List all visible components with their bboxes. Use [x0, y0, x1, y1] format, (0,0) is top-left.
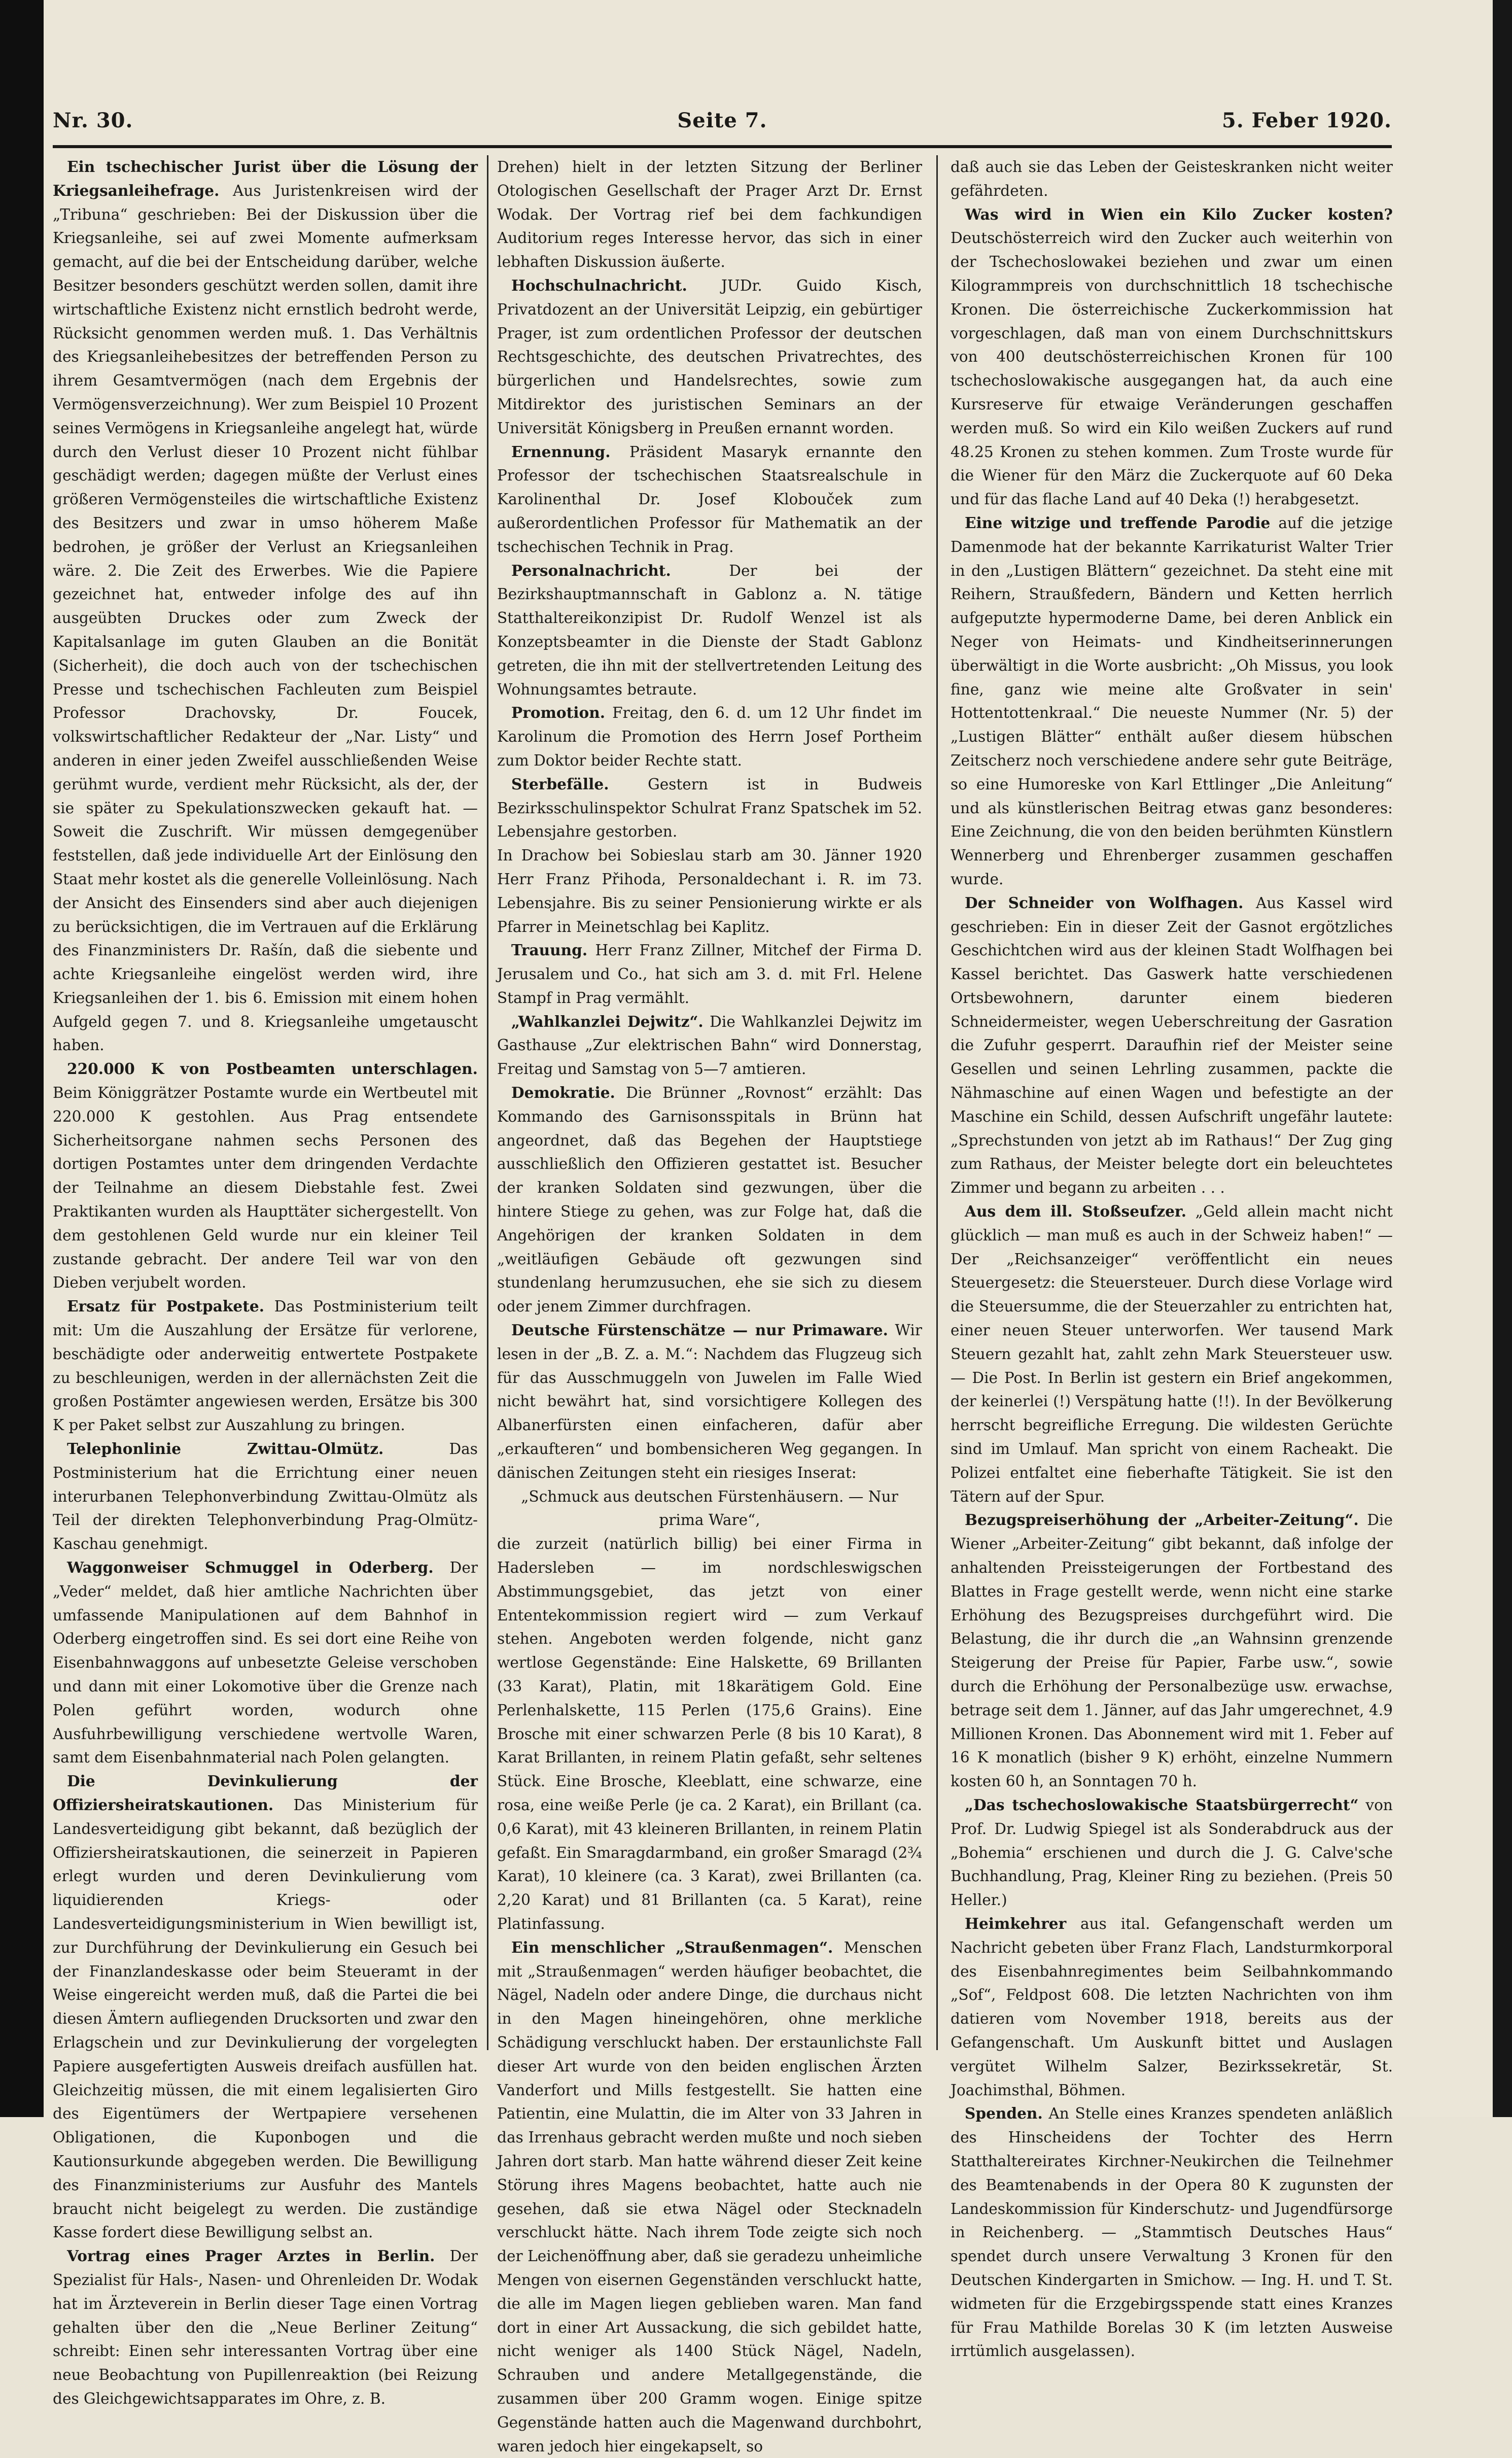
article-headline: Personalnachricht.: [511, 561, 671, 579]
article-headline: Telephonlinie Zwittau-Olmütz.: [67, 1440, 384, 1458]
article-headline: Ernennung.: [511, 442, 611, 461]
article-paragraph: [497, 1319, 922, 1485]
article-body: Das Postministerium teilt mit: Um die Auszahlung der Ersätze für verlorene, beschädigte oder anderweitig entwertete Postpakete zu beschleunigen, werden in der allernächsten Zeit die großen Postämter angewiesen werden, Ersätze bis 300 K per Paket selbst zur Auszahlung zu bringen.: [53, 1298, 478, 1434]
article-headline: Sterbefälle.: [511, 775, 609, 793]
article-paragraph: [951, 1508, 1393, 1793]
article-paragraph: [497, 155, 922, 274]
article-headline: Vortrag eines Prager Arztes in Berlin.: [67, 2247, 435, 2265]
article-paragraph: [951, 2102, 1393, 2363]
scan-edge-left: [0, 0, 44, 2117]
article-headline: Ersatz für Postpakete.: [67, 1297, 265, 1315]
article-headline: „Das tschechoslowakische Staatsbürgerrecht“: [965, 1795, 1359, 1814]
article-body: Das Postministerium hat die Errichtung einer neuen interurbanen Telephonverbindung Zwittau-Olmütz als Teil der direkten Telephonverbindung Prag-Olmütz-Kaschau genehmigt.: [53, 1440, 478, 1553]
page-header: [53, 109, 1392, 140]
article-body: „Geld allein macht nicht glücklich — man muß es auch in der Schweiz haben!“ — Der „Reichsanzeiger“ veröffentlicht ein neues Steuergesetz: die Steuersteuer. Durch diese Vorlage wird die Steuersumme, die der Steuerzahler zu entrichten hat, einer neuen Steuer unterworfen. Wer tausend Mark Steuern gezahlt hat, zahlt zehn Mark Steuersteuer usw. — Die Post. In Berlin ist gestern ein Brief angekommen, der keinerlei (!) Verspätung hatte (!!). In der Bevölkerung herrscht begreifliche Erregung. Die wildesten Gerüchte sind im Umlauf. Man spricht von einem Racheakt. Die Polizei entfaltet eine fieberhafte Tätigkeit. Sie ist den Tätern auf der Spur.: [951, 1203, 1393, 1505]
article-paragraph: [53, 1556, 478, 1770]
article-paragraph: [53, 1295, 478, 1437]
article-body: Beim Königgrätzer Postamte wurde ein Wertbeutel mit 220.000 K gestohlen. Aus Prag entsendete Sicherheitsorgane nahmen sechs Personen des dortigen Postamtes unter dem dringenden Verdachte der Teilnahme an diesem Diebstahle fest. Zwei Praktikanten wurden als Haupttäter sichergestellt. Von dem gestohlenen Geld wurde nur ein kleiner Teil zustande gebracht. Der andere Teil war von den Dieben verjubelt worden.: [53, 1084, 478, 1292]
article-body: Das Ministerium für Landesverteidigung gibt bekannt, daß bezüglich der Offiziersheiratskautionen, die seinerzeit in Papieren erlegt wurden und deren Devinkulierung vom liquidierenden Kriegs- oder Landesverteidigungsministerium in Wien bewilligt ist, zur Durchführung der Devinkulierung ein Gesuch bei der Finanzlandeskasse oder beim Steueramt in der Weise eingereicht werden muß, daß die Partei die bei diesen Ämtern aufliegenden Drucksorten und zwar den Erlagschein und zur Devinkulierung der vorgelegten Papiere ausgefertigten Ausweis dreifach ausfüllen hat. Gleichzeitig müssen, die mit einem legalisierten Giro des Eigentümers der Wertpapiere versehenen Obligationen, die Kuponbogen und die Kautionsurkunde abgegeben werden. Die Bewilligung des Finanzministeriums zur Ausfuhr des Mantels braucht nicht beigelegt zu werden. Die zuständige Kasse fordert diese Bewilligung selbst an.: [53, 1796, 478, 2241]
article-body: Die Brünner „Rovnost“ erzählt: Das Kommando des Garnisonsspitals in Brünn hat angeordnet, daß das Begehen der Hauptstiege ausschließlich den Offizieren gestattet ist. Besucher der kranken Soldaten sind gezwungen, über die hintere Stiege zu gehen, was zur Folge hat, daß die Angehörigen der kranken Soldaten in dem „weitläufigen Gebäude oft gezwungen sind stundenlang herumzusuchen, ehe sie sich zu diesem oder jenem Zimmer durchfragen.: [497, 1084, 922, 1315]
article-body: die zurzeit (natürlich billig) bei einer Firma in Hadersleben — im nordschleswigschen Abstimmungsgebiet, das jetzt von einer Ententekommission regiert wird — zum Verkauf stehen. Angeboten werden folgende, nicht ganz wertlose Gegenstände: Eine Halskette, 69 Brillanten (33 Karat), Platin, mit 18karätigem Gold. Eine Perlenhalskette, 115 Perlen (175,6 Grains). Eine Brosche mit einer schwarzen Perle (8 bis 10 Karat), 8 Karat Brillanten, in reinem Platin gefaßt, sehr seltenes Stück. Eine Brosche, Kleeblatt, eine schwarze, eine rosa, eine weiße Perle (je ca. 2 Karat), ein Brillant (ca. 0,6 Karat), mit 43 kleineren Brillanten, in reinem Platin gefaßt. Ein Smaragdarmband, ein großer Smaragd (2¾ Karat), 10 kleinere (ca. 3 Karat), zwei Brillanten (ca. 2,20 Karat) und 81 Brillanten (ca. 5 Karat), reine Platinfassung.: [497, 1535, 922, 1932]
article-paragraph: [497, 1936, 922, 2458]
article-body: JUDr. Guido Kisch, Privatdozent an der Universität Leipzig, ein gebürtiger Prager, ist zum ordentlichen Professor der deutschen Rechtsgeschichte, des deutschen Privatrechtes, des bürgerlichen und Handelsrechtes, sowie zum Mitdirektor des juristischen Seminars an der Universität Königsberg in Preußen ernannt worden.: [497, 276, 922, 437]
article-body: Der bei der Bezirkshauptmannschaft in Gablonz a. N. tätige Statthaltereikonzipist Dr. Rudolf Wenzel ist als Konzeptsbeamter in die Dienste der Stadt Gablonz getreten, die ihn mit der stellvertretenden Leitung des Wohnungsamtes betraute.: [497, 562, 922, 698]
article-paragraph: [497, 1081, 922, 1319]
article-paragraph: [497, 701, 922, 772]
article-paragraph: [951, 891, 1393, 1200]
article-body: von Prof. Dr. Ludwig Spiegel ist als Sonderabdruck aus der „Bohemia“ erschienen und durch die J. G. Calve'sche Buchhandlung, Prag, Kleiner Ring zu beziehen. (Preis 50 Heller.): [951, 1796, 1393, 1909]
article-headline: Eine witzige und treffende Parodie: [965, 513, 1271, 532]
article-paragraph: [951, 203, 1393, 511]
issue-number: Nr. 30.: [53, 109, 133, 132]
article-headline: Bezugspreiserhöhung der „Arbeiter-Zeitung“.: [965, 1511, 1359, 1529]
issue-date: 5. Feber 1920.: [1221, 109, 1392, 132]
article-paragraph: [497, 939, 922, 1010]
article-headline: Was wird in Wien ein Kilo Zucker kosten?: [965, 205, 1393, 223]
article-headline: Promotion.: [511, 704, 606, 722]
article-headline: Die Devinkulierung der Offiziersheiratskautionen.: [53, 1772, 478, 1814]
column-2: [497, 155, 922, 2455]
article-body: Drehen) hielt in der letzten Sitzung der Berliner Otologischen Gesellschaft der Prager Arzt Dr. Ernst Wodak. Der Vortrag rief bei dem fachkundigen Auditorium reges Interesse hervor, das sich in einer lebhaften Diskussion äußerte.: [497, 158, 922, 271]
article-paragraph: [951, 1912, 1393, 2102]
page-number: Seite 7.: [677, 109, 767, 132]
article-headline: Waggonweiser Schmuggel in Oderberg.: [67, 1559, 434, 1577]
article-paragraph: [497, 773, 922, 844]
article-headline: 220.000 K von Postbeamten unterschlagen.: [67, 1060, 478, 1078]
article-body: Wir lesen in der „B. Z. a. M.“: Nachdem das Flugzeug sich für das Ausschmuggeln von Juwelen im Falle Wied nicht bewährt hat, sind vorsichtigere Kollegen des Albanerfürsten einen einfacheren, dafür aber „erkaufteren“ und bombensicheren Weg gegangen. In dänischen Zeitungen steht ein riesiges Inserat:: [497, 1322, 922, 1481]
article-paragraph: [53, 155, 478, 1057]
article-body: auf die jetzige Damenmode hat der bekannte Karrikaturist Walter Trier in den „Lustigen Blättern“ gezeichnet. Da steht eine mit Reihern, Straußfedern, Bändern und Ketten herrlich aufgeputzte hypermoderne Dame, bei deren Anblick ein Neger von Heimats- und Kindheitserinnerungen überwältigt in die Worte ausbricht: „Oh Missus, you look fine, ganz wie meine alte Großvater in sein' Hottentottenkraal.“ Die neueste Nummer (Nr. 5) der „Lustigen Blätter“ enthält außer diesem hübschen Zeitscherz noch verschiedene andere sehr gute Beiträge, so eine Humoreske von Karl Ettlinger „Die Anleitung“ und als künstlerischen Beitrag etwas ganz besonderes: Eine Zeichnung, die von den beiden berühmten Künstlern Wennerberg und Ehrenberger zusammen geschaffen wurde.: [951, 514, 1393, 888]
article-body: aus ital. Gefangenschaft werden um Nachricht gebeten über Franz Flach, Landsturmkorporal des Eisenbahnregimentes beim Seilbahnkommando „Sof“, Feldpost 608. Die letzten Nachrichten von ihm datieren vom November 1918, bereits aus der Gefangenschaft. Um Auskunft bittet und Auslagen vergütet Wilhelm Salzer, Bezirkssekretär, St. Joachimsthal, Böhmen.: [951, 1915, 1393, 2099]
article-paragraph: [497, 559, 922, 702]
article-body: Freitag, den 6. d. um 12 Uhr findet im Karolinum die Promotion des Herrn Josef Portheim zum Doktor beider Rechte statt.: [497, 704, 922, 769]
article-body: Herr Franz Zillner, Mitchef der Firma D. Jerusalem und Co., hat sich am 3. d. mit Frl. Helene Stampf in Prag vermählt.: [497, 942, 922, 1007]
column-divider-1: [487, 155, 488, 2050]
article-headline: Der Schneider von Wolfhagen.: [965, 893, 1244, 912]
scan-edge-right: [1493, 0, 1512, 2117]
article-body: An Stelle eines Kranzes spendeten anläßlich des Hinscheidens der Tochter des Herrn Statthaltereirates Kirchner-Neukirchen die Teilnehmer des Beamtenabends in der Opera 80 K zugunsten der Landeskommission für Kinderschutz- und Jugendfürsorge in Reichenberg. — „Stammtisch Deutsches Haus“ spendet durch unsere Verwaltung 3 Kronen für den Deutschen Kindergarten in Smichow. — Ing. H. und T. St. widmeten für die Erzgebirgsspende statt eines Kranzes für Frau Mathilde Borelas 30 K (im letzten Ausweise irrtümlich ausgelassen).: [951, 2105, 1393, 2360]
column-divider-2: [936, 155, 938, 2050]
article-paragraph: [951, 1793, 1393, 1912]
article-headline: Ein menschlicher „Straußenmagen“.: [511, 1938, 833, 1956]
quoted-line: „Schmuck aus deutschen Fürstenhäusern. — Nur prima Ware“,: [521, 1487, 898, 1529]
article-body: Der Spezialist für Hals-, Nasen- und Ohrenleiden Dr. Wodak hat im Ärzteverein in Berlin dieser Tage einen Vortrag gehalten über den die „Neue Berliner Zeitung“ schreibt: Einen sehr interessanten Vortrag über eine neue Beobachtung von Pupillenreaktion (bei Reizung des Gleichgewichtsapparates im Ohre, z. B.: [53, 2247, 478, 2407]
article-body: Gestern ist in Budweis Bezirksschulinspektor Schulrat Franz Spatschek im 52. Lebensjahre gestorben.: [497, 775, 922, 841]
article-body: Aus Kassel wird geschrieben: Ein in dieser Zeit der Gasnot ergötzliches Geschichtchen wird aus der kleinen Stadt Wolfhagen bei Kassel berichtet. Das Gaswerk hatte verschiedenen Ortsbewohnern, darunter einem biederen Schneidermeister, wegen Ueberschreitung der Gasration die Zufuhr gesperrt. Daraufhin rief der Meister seine Gesellen und seinen Lehrling zusammen, packte die Nähmaschine auf einen Wagen und befestigte an der Maschine ein Schild, dessen Aufschrift ungefähr lautete: „Sprechstunden von jetzt ab im Rathaus!“ Der Zug ging zum Rathaus, der Meister belegte dort ein beleuchtetes Zimmer und begann zu arbeiten . . .: [951, 894, 1393, 1197]
article-body: Die Wiener „Arbeiter-Zeitung“ gibt bekannt, daß infolge der anhaltenden Preissteigerungen der Fortbestand des Blattes in Frage gestellt werde, wenn nicht eine starke Erhöhung des Bezugspreises durchgeführt wird. Die Belastung, die ihr durch die „an Wahnsinn grenzende Steigerung der Preise für Papier, Farbe usw.“, sowie durch die Erhöhung der Personalbezüge usw. erwachse, betrage seit dem 1. Jänner, auf das Jahr umgerechnet, 4.9 Millionen Kronen. Das Abonnement wird mit 1. Feber auf 16 K monatlich (bisher 9 K) erhöht, einzelne Nummern kosten 60 h, an Sonntagen 70 h.: [951, 1511, 1393, 1790]
article-paragraph: [497, 844, 922, 939]
article-headline: Deutsche Fürstenschätze — nur Primaware.: [511, 1321, 888, 1339]
article-paragraph: [53, 1057, 478, 1295]
article-paragraph: [497, 1532, 922, 1936]
article-paragraph: [497, 274, 922, 440]
article-body: Die Wahlkanzlei Dejwitz im Gasthause „Zur elektrischen Bahn“ wird Donnerstag, Freitag und Samstag von 5—7 amtieren.: [497, 1013, 922, 1078]
article-body: Menschen mit „Straußenmagen“ werden häufiger beobachtet, die Nägel, Nadeln oder andere Dinge, die durchaus nicht in den Magen hineingehören, ohne merkliche Schädigung verschluckt haben. Der erstaunlichste Fall dieser Art wurde von den beiden englischen Ärzten Vanderfort und Mills festgestellt. Sie hatten eine Patientin, eine Mulattin, die im Alter von 33 Jahren in das Irrenhaus gebracht werden mußte und noch sieben Jahren dort starb. Man hatte während dieser Zeit keine Störung ihres Magens beobachtet, hatte auch nie gesehen, daß sie etwa Nägel oder Stecknadeln verschluckt hätte. Nach ihrem Tode zeigte sich noch der Leichenöffnung aber, daß sie geradezu unheimliche Mengen von eisernen Gegenständen verschluckt hatte, die alle im Magen liegen geblieben waren. Man fand dort in einer Art Aussackung, die sich gebildet hatte, nicht weniger als 1400 Stück Nägel, Nadeln, Schrauben und andere Metallgegenstände, die zusammen über 200 Gramm wogen. Einige spitze Gegenstände hatten auch die Magenwand durchbohrt, waren jedoch hier eingekapselt, so: [497, 1938, 922, 2455]
article-headline: Spenden.: [965, 2104, 1043, 2123]
article-body: Der „Veder“ meldet, daß hier amtliche Nachrichten über umfassende Manipulationen auf dem Bahnhof in Oderberg eingetroffen sind. Es sei dort eine Reihe von Eisenbahnwaggons auf unbesetzte Geleise verschoben und dann mit einer Lokomotive über die Grenze nach Polen geführt worden, wodurch ohne Ausfuhrbewilligung verschiedene wertvolle Waren, samt dem Eisenbahnmaterial nach Polen gelangten.: [53, 1559, 478, 1767]
article-headline: Hochschulnachricht.: [511, 276, 687, 294]
article-headline: „Wahlkanzlei Dejwitz“.: [511, 1012, 704, 1030]
article-paragraph: [53, 2244, 478, 2411]
article-paragraph: [497, 440, 922, 559]
column-1: [53, 155, 478, 2407]
article-body: daß auch sie das Leben der Geisteskranken nicht weiter gefährdeten.: [951, 158, 1393, 199]
article-headline: Heimkehrer: [965, 1914, 1067, 1932]
article-body: In Drachow bei Sobieslau starb am 30. Jänner 1920 Herr Franz Přihoda, Personaldechant i. R. im 73. Lebensjahre. Bis zu seiner Pensionierung wirkte er als Pfarrer in Meinetschlag bei Kaplitz.: [497, 847, 922, 936]
article-body: Deutschösterreich wird den Zucker auch weiterhin von der Tschechoslowakei beziehen und zwar um einen Kilogrammpreis von durchschnittlich 18 tschechische Kronen. Die österreichische Zuckerkommission hat vorgeschlagen, daß man von einem Durchschnittskurs von 400 deutschösterreichischen Kronen für 100 tschechoslowakische ausgegangen hat, da auch eine Kursreserve für etwaige Veränderungen geschaffen werden muß. So wird ein Kilo weißen Zuckers auf rund 48.25 Kronen zu stehen kommen. Zum Troste wurde für die Wiener für den März die Zuckerquote auf 60 Deka und für das flache Land auf 40 Deka (!) herabgesetzt.: [951, 229, 1393, 508]
article-paragraph: [951, 1200, 1393, 1508]
article-body: Aus Juristenkreisen wird der „Tribuna“ geschrieben: Bei der Diskussion über die Kriegsanleihe, sei auf zwei Momente aufmerksam gemacht, auf die bei der Entscheidung darüber, welche Besitzer besonders geschützt werden sollen, damit ihre wirtschaftliche Existenz nicht ernstlich bedroht werde, Rücksicht genommen werden muß. 1. Das Verhältnis des Kriegsanleihebesitzes der betreffenden Person zu ihrem Gesamtvermögen (nach dem Ergebnis der Vermögensverzeichnung). Wer zum Beispiel 10 Prozent seines Vermögens in Kriegsanleihe angelegt hat, würde durch den Verlust dieser 10 Prozent nicht fühlbar geschädigt werden; dagegen müßte der Verlust eines größeren Vermögensteiles die wirtschaftliche Existenz des Besitzers und zwar in umso höherem Maße bedrohen, je größer der Verlust an Kriegsanleihen wäre. 2. Die Zeit des Erwerbes. Wie die Papiere gezeichnet hat, entweder infolge des auf ihn ausgeübten Druckes oder zum Zweck der Kapitalsanlage im guten Glauben an die Bonität (Sicherheit), die doch auch von der tschechischen Presse und tschechischen Fachleuten zum Beispiel Professor Drachovsky, Dr. Foucek, volkswirtschaftlicher Redakteur der „Nar. Listy“ und anderen in einer jeden Zweifel ausschließenden Weise gerühmt wurde, verdient mehr Rücksicht, als der, der sie später zu Spekulationszwecken gekauft hat. — Soweit die Zuschrift. Wir müssen demgegenüber feststellen, daß jede individuelle Art der Einlösung den Staat mehr kostet als die generelle Volleinlösung. Nach der Ansicht des Einsenders sind aber auch diejenigen zu berücksichtigen, die im Vertrauen auf die Erklärung des Finanzministers Dr. Rašín, daß die siebente und achte Kriegsanleihe eingelöst werden wird, ihre Kriegsanleihen der 1. bis 6. Emission mit einem hohen Aufgeld gegen 7. und 8. Kriegsanleihe umgetauscht haben.: [53, 182, 478, 1054]
article-headline: Trauung.: [511, 941, 588, 959]
article-paragraph: [951, 155, 1393, 203]
header-rule: [53, 145, 1392, 148]
article-headline: Aus dem ill. Stoßseufzer.: [965, 1202, 1187, 1221]
article-headline: Demokratie.: [511, 1084, 615, 1102]
article-paragraph: [497, 1010, 922, 1081]
column-3: [951, 155, 1393, 2360]
article-paragraph: [951, 511, 1393, 891]
article-body: Präsident Masaryk ernannte den Professor der tschechischen Staatsrealschule in Karolinenthal Dr. Josef Klobouček zum außerordentlichen Professor für Mathematik an der tschechischen Technik in Prag.: [497, 443, 922, 556]
article-headline: Ein tschechischer Jurist über die Lösung der Kriegsanleihefrage.: [53, 158, 478, 199]
article-paragraph: [53, 1770, 478, 2244]
article-paragraph: [53, 1437, 478, 1556]
